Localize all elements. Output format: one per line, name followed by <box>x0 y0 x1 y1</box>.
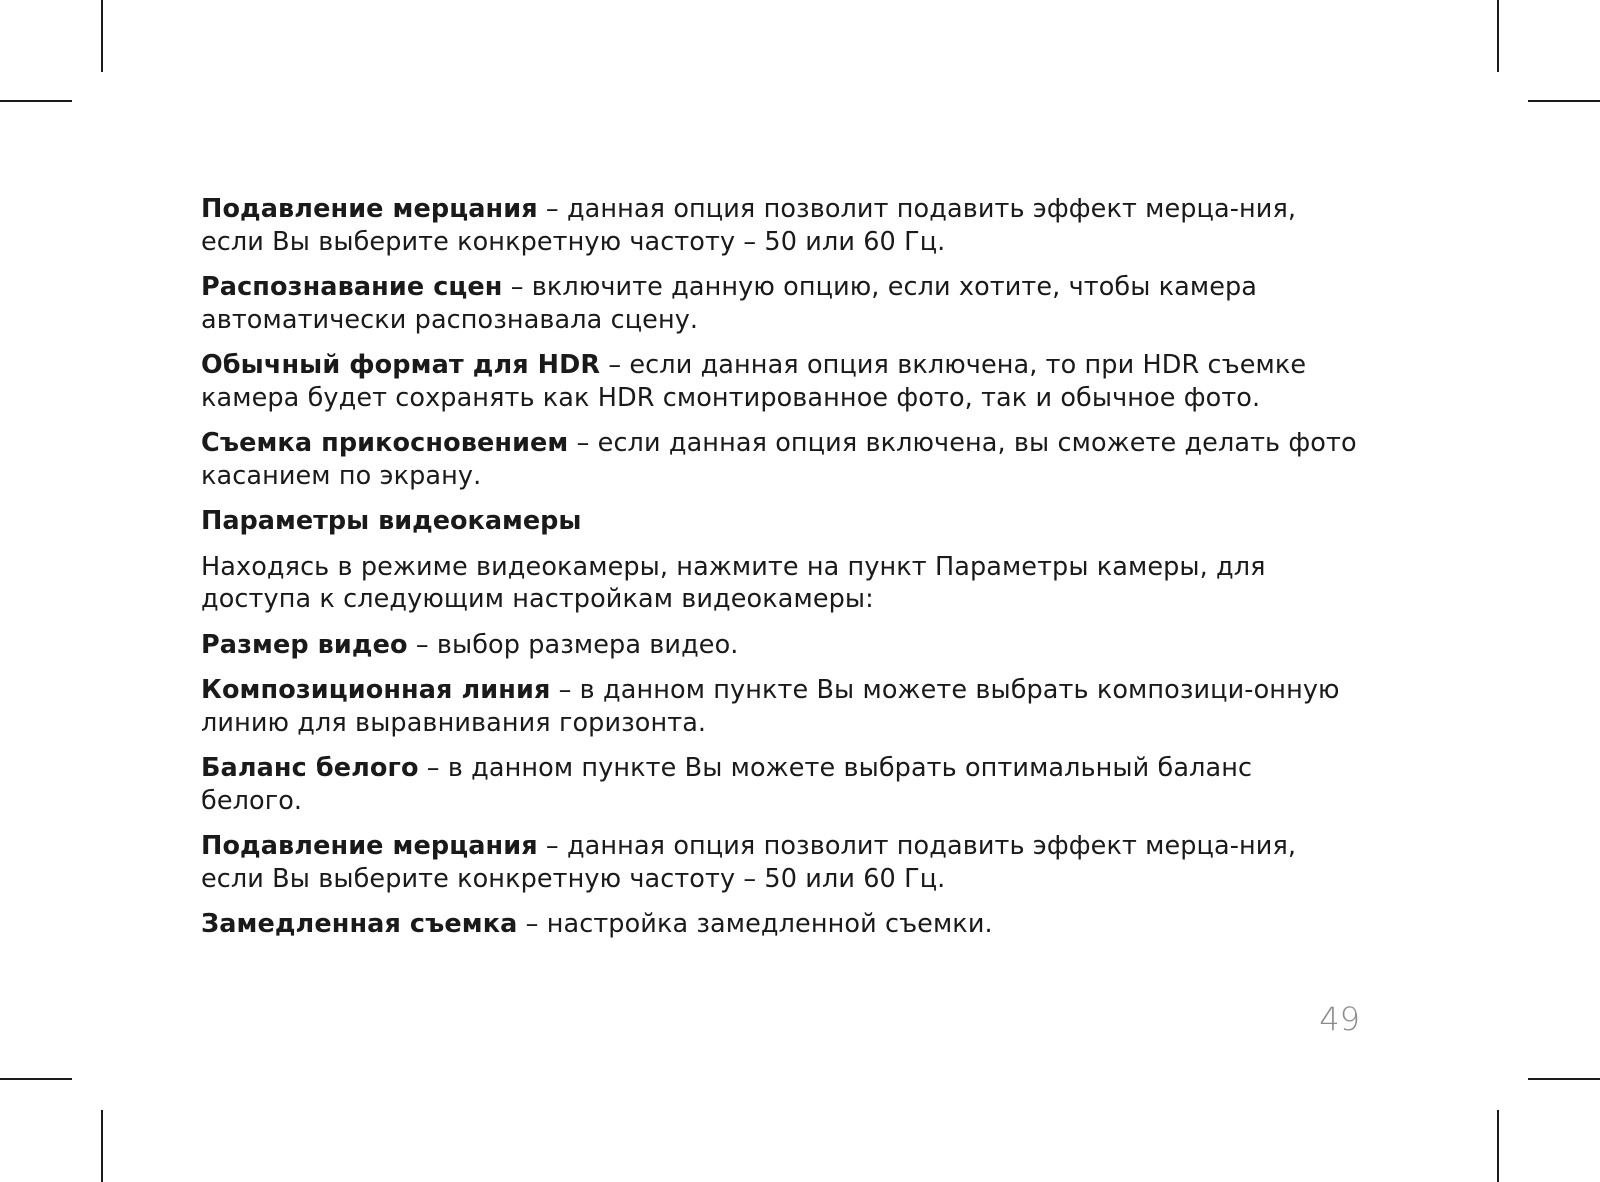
crop-mark-bottom-left-horizontal <box>0 1078 72 1080</box>
description: – выбор размера видео. <box>407 629 739 660</box>
paragraph-white-balance <box>201 752 1361 817</box>
description: – в данном пункте Вы можете выбрать композици-онную линию для выравнивания горизонта. <box>201 675 1340 738</box>
crop-mark-top-right-vertical <box>1497 0 1499 72</box>
section-intro: Находясь в режиме видеокамеры, нажмите на пункт Параметры камеры, для доступа к следующим настройкам видеокамеры: <box>201 551 1266 614</box>
section-heading: Параметры видеокамеры <box>201 506 582 536</box>
crop-mark-bottom-right-vertical <box>1497 1110 1499 1182</box>
description: – если данная опция включена, вы сможете делать фото касанием по экрану. <box>201 428 1357 491</box>
description: – если данная опция включена, то при HDR съемке камера будет сохранять как HDR смонтированное фото, так и обычное фото. <box>201 350 1307 413</box>
page-content <box>201 193 1361 954</box>
page-number: 49 <box>1319 1000 1360 1038</box>
description: – настройка замедленной съемки. <box>517 909 993 939</box>
term: Подавление мерцания <box>201 194 538 224</box>
paragraph-video-flicker <box>201 830 1361 895</box>
term: Замедленная съемка <box>201 909 518 939</box>
term: Баланс белого <box>201 753 419 783</box>
description: – в данном пункте Вы можете выбрать оптимальный баланс белого. <box>201 753 1253 816</box>
paragraph-slow-motion <box>201 908 1361 941</box>
term: Распознавание сцен <box>201 272 503 302</box>
crop-mark-top-right-horizontal <box>1528 100 1600 102</box>
description: – включите данную опцию, если хотите, чтобы камера автоматически распознавала сцену. <box>201 272 1258 335</box>
term: Размер видео <box>201 629 408 660</box>
crop-mark-bottom-left-vertical <box>101 1110 103 1182</box>
paragraph-flicker <box>201 193 1361 258</box>
term: Съемка прикосновением <box>201 428 569 458</box>
crop-mark-top-left-horizontal <box>0 100 72 102</box>
term: Композиционная линия <box>201 675 551 705</box>
description: – данная опция позволит подавить эффект мерца-ния, если Вы выберите конкретную частоту – 50 или 60 Гц. <box>201 831 1297 894</box>
paragraph-video-size <box>201 629 1361 662</box>
term: Обычный формат для HDR <box>201 350 601 380</box>
crop-mark-top-left-vertical <box>101 0 103 72</box>
description: – данная опция позволит подавить эффект мерца-ния, если Вы выберите конкретную частоту – 50 или 60 Гц. <box>201 194 1297 257</box>
term: Подавление мерцания <box>201 831 538 861</box>
paragraph-touch-capture <box>201 427 1361 492</box>
crop-mark-bottom-right-horizontal <box>1528 1078 1600 1080</box>
paragraph-hdr-format <box>201 349 1361 414</box>
paragraph-scene-detection <box>201 271 1361 336</box>
paragraph-composition-line <box>201 674 1361 739</box>
